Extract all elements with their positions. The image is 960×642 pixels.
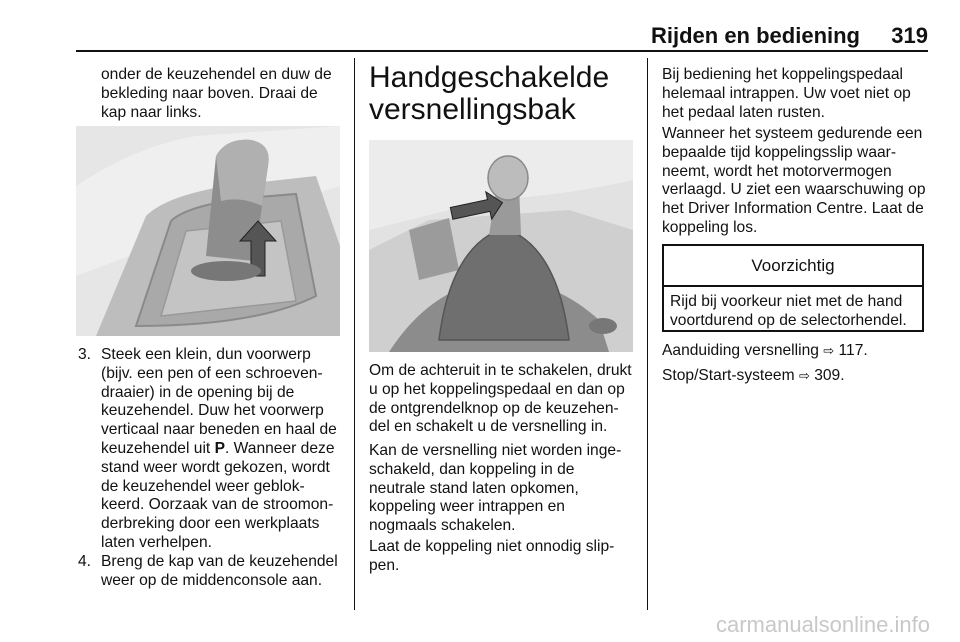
body-paragraph: Laat de koppeling niet onnodig slip-pen.: [369, 538, 615, 574]
column-divider-1: [354, 58, 355, 610]
gear-position-p: P: [214, 439, 225, 457]
body-paragraph: Wanneer het systeem gedurende een bepaalde tijd koppelingsslip waar-neemt, wordt het motorvermogen verlaagd. U ziet een waarschuwing op het Driver Information Centre. Laat de koppeling los.: [662, 125, 926, 236]
body-paragraph: Om de achteruit in te schakelen, drukt u op het koppelingspedaal en dan op de ontgrendelknop op de keuzehen-del en schakelt u de versnelling in.: [369, 362, 632, 436]
cross-reference[interactable]: Stop/Start-systeem ⇨ 309.: [662, 367, 845, 384]
watermark: carmanualsonline.info: [715, 612, 930, 637]
section-title: Rijden en bediening: [650, 23, 860, 48]
page-number: 319: [891, 23, 928, 48]
list-item-number: 3.: [78, 346, 92, 363]
list-item: [78, 346, 340, 553]
intro-paragraph: onder de keuzehendel en duw de bekleding naar boven. Draai de kap naar links.: [101, 66, 332, 121]
caution-text: Rijd bij voorkeur niet met de hand voortdurend op de selectorhendel.: [670, 293, 907, 329]
list-item-text: Breng de kap van de keuzehendel weer op de middenconsole aan.: [101, 553, 338, 589]
caution-title: Voorzichtig: [664, 246, 922, 287]
column-divider-2: [647, 58, 648, 610]
manual-gear-lever-figure: [369, 140, 633, 352]
page-ref-arrow-icon: ⇨: [798, 369, 810, 384]
body-paragraph: Kan de versnelling niet worden inge-schakeld, dan koppeling in de neutrale stand laten opkomen, koppeling weer intrappen en nogmaals schakelen.: [369, 442, 622, 535]
header-rule: [76, 50, 928, 52]
list-item-text: Steek een klein, dun voorwerp (bijv. een pen of een schroeven-draaier) in de opening bij de keuzehendel. Duw het voorwerp verticaal naar beneden en haal de keuzehendel uit P. Wanneer deze stand weer wordt gekozen, wordt de keuzehendel weer geblok-keerd. Oorzaak van de stroomon-derbreking door een werkplaats laten verhelpen.: [101, 346, 337, 551]
list-item-number: 4.: [78, 553, 92, 570]
page-ref-arrow-icon: ⇨: [823, 344, 835, 359]
cross-reference[interactable]: Aanduiding versnelling ⇨ 117.: [662, 342, 868, 359]
section-heading: Handgeschakelde versnellingsbak: [369, 61, 610, 126]
list-item: [78, 553, 340, 591]
body-paragraph: Bij bediening het koppelingspedaal helemaal intrappen. Uw voet niet op het pedaal laten rusten.: [662, 66, 911, 121]
caution-box: [662, 244, 924, 332]
automatic-gear-selector-figure: [76, 126, 340, 336]
